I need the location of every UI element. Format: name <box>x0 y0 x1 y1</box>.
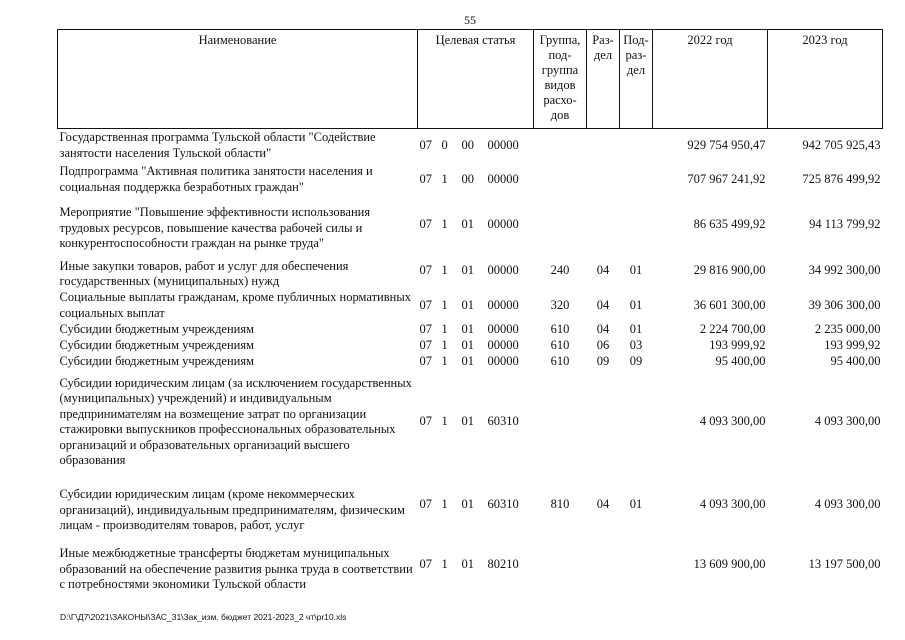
row-expense-group: 240 <box>550 263 570 278</box>
row-name: Субсидии бюджетным учреждениям <box>59 321 255 336</box>
row-target-code <box>418 322 534 338</box>
header-target-article: Целевая статья <box>418 30 534 129</box>
target-code-part: 07 <box>419 138 432 152</box>
target-code-part: 01 <box>461 337 474 352</box>
target-code-part: 00 <box>461 138 474 152</box>
row-section <box>587 163 620 197</box>
row-target-code <box>418 290 534 322</box>
target-code-part: 00000 <box>487 353 519 368</box>
row-amount-2023: 4 093 300,00 <box>814 414 881 429</box>
row-subsection: 01 <box>629 263 643 278</box>
row-expense-group: 610 <box>550 353 570 368</box>
table-row <box>58 475 883 535</box>
target-code-part: 07 <box>419 263 432 278</box>
table-row <box>58 129 883 163</box>
row-target-code <box>418 354 534 370</box>
target-code-part: 07 <box>419 337 432 352</box>
row-name: Иные закупки товаров, работ и услуг для обеспечения государственных (муниципальных) нужд <box>59 258 349 288</box>
row-amount-2022: 29 816 900,00 <box>693 263 766 278</box>
row-expense-group: 610 <box>550 321 570 336</box>
row-amount-2022: 95 400,00 <box>715 353 766 368</box>
header-year-2022: 2022 год <box>653 30 768 129</box>
row-name: Субсидии юридическим лицам (за исключением государственных (муниципальных) учреждений) и индивидуальным предпринимателям на возмещение затрат по организации стажировки выпускников профессиональных образовательных организаций и образовательных организаций высшего образования <box>59 375 412 467</box>
target-code-part: 1 <box>441 263 448 278</box>
row-amount-2023: 725 876 499,92 <box>802 171 881 186</box>
target-code-part: 00000 <box>487 138 519 152</box>
row-target-code <box>418 370 534 475</box>
target-code-part: 07 <box>419 171 432 186</box>
table-row <box>58 253 883 290</box>
table-row <box>58 535 883 595</box>
row-amount-2022: 929 754 950,47 <box>687 138 766 152</box>
row-section: 06 <box>596 337 610 352</box>
table-row <box>58 197 883 253</box>
target-code-part: 01 <box>461 216 474 231</box>
row-amount-2022: 86 635 499,92 <box>693 216 766 231</box>
row-subsection: 01 <box>629 297 643 312</box>
target-code-part: 01 <box>461 263 474 278</box>
header-year-2023: 2023 год <box>768 30 883 129</box>
row-section: 04 <box>596 263 610 278</box>
row-amount-2022: 707 967 241,92 <box>687 171 766 186</box>
target-code-part: 01 <box>461 556 474 571</box>
row-section: 04 <box>596 297 610 312</box>
table-row <box>58 354 883 370</box>
row-amount-2023: 13 197 500,00 <box>808 556 881 571</box>
target-code-part: 60310 <box>487 414 519 429</box>
target-code-part: 1 <box>441 556 448 571</box>
row-amount-2023: 34 992 300,00 <box>808 263 881 278</box>
row-expense-group <box>534 370 587 475</box>
row-section: 09 <box>596 353 610 368</box>
table-header-row <box>58 30 883 129</box>
target-code-part: 07 <box>419 297 432 312</box>
target-code-part: 60310 <box>487 496 519 511</box>
row-name: Государственная программа Тульской области "Содействие занятости населения Тульской области" <box>59 130 376 160</box>
target-code-part: 01 <box>461 496 474 511</box>
target-code-part: 07 <box>419 496 432 511</box>
target-code-part: 07 <box>419 321 432 336</box>
row-amount-2022: 13 609 900,00 <box>693 556 766 571</box>
target-code-part: 00000 <box>487 337 519 352</box>
row-expense-group <box>534 197 587 253</box>
row-expense-group <box>534 535 587 595</box>
row-name: Субсидии юридическим лицам (кроме некоммерческих организаций), индивидуальным предпринимателям, физическим лицам - производителям товаров, работ, услуг <box>59 487 405 533</box>
target-code-part: 1 <box>441 337 448 352</box>
row-amount-2023: 942 705 925,43 <box>802 138 881 152</box>
row-amount-2022: 4 093 300,00 <box>699 496 766 511</box>
row-name: Мероприятие "Повышение эффективности использования трудовых ресурсов, повышение качества рабочей силы и конкурентоспособности граждан на рынке труда" <box>59 205 371 251</box>
header-section: Раз-дел <box>587 30 620 129</box>
target-code-part: 00000 <box>487 321 519 336</box>
target-code-part: 01 <box>461 321 474 336</box>
target-code-part: 1 <box>441 171 448 186</box>
table-row <box>58 290 883 322</box>
row-subsection <box>620 129 653 163</box>
row-amount-2023: 95 400,00 <box>830 353 881 368</box>
row-amount-2023: 193 999,92 <box>824 337 881 352</box>
row-section: 04 <box>596 321 610 336</box>
row-subsection: 03 <box>629 337 643 352</box>
row-target-code <box>418 475 534 535</box>
row-expense-group: 810 <box>550 496 570 511</box>
target-code-part: 1 <box>441 353 448 368</box>
target-code-part: 00000 <box>487 263 519 278</box>
row-expense-group: 610 <box>550 337 570 352</box>
target-code-part: 0 <box>441 138 448 152</box>
row-amount-2023: 39 306 300,00 <box>808 297 881 312</box>
target-code-part: 00000 <box>487 171 519 186</box>
row-target-code <box>418 197 534 253</box>
target-code-part: 01 <box>461 353 474 368</box>
row-name: Подпрограмма "Активная политика занятости населения и социальная поддержка безработных граждан" <box>59 164 373 194</box>
row-name: Субсидии бюджетным учреждениям <box>59 353 255 368</box>
header-name: Наименование <box>58 30 418 129</box>
target-code-part: 07 <box>419 216 432 231</box>
row-amount-2022: 2 224 700,00 <box>699 321 766 336</box>
row-amount-2023: 4 093 300,00 <box>814 496 881 511</box>
target-code-part: 80210 <box>487 556 519 571</box>
table-row <box>58 163 883 197</box>
table-row <box>58 370 883 475</box>
row-target-code <box>418 535 534 595</box>
header-subsection: Под-раз-дел <box>620 30 653 129</box>
row-subsection <box>620 197 653 253</box>
row-amount-2022: 4 093 300,00 <box>699 414 766 429</box>
target-code-part: 07 <box>419 556 432 571</box>
target-code-part: 00000 <box>487 216 519 231</box>
row-subsection <box>620 535 653 595</box>
table-row <box>58 338 883 354</box>
target-code-part: 1 <box>441 297 448 312</box>
row-section <box>587 197 620 253</box>
row-subsection: 01 <box>629 321 643 336</box>
row-amount-2023: 2 235 000,00 <box>814 321 881 336</box>
target-code-part: 07 <box>419 414 432 429</box>
row-subsection: 09 <box>629 353 643 368</box>
target-code-part: 1 <box>441 496 448 511</box>
target-code-part: 00000 <box>487 297 519 312</box>
row-subsection <box>620 370 653 475</box>
row-amount-2023: 94 113 799,92 <box>809 216 881 231</box>
row-amount-2022: 193 999,92 <box>709 337 766 352</box>
table-row <box>58 322 883 338</box>
row-expense-group <box>534 129 587 163</box>
target-code-part: 01 <box>461 297 474 312</box>
target-code-part: 01 <box>461 414 474 429</box>
target-code-part: 00 <box>461 171 474 186</box>
row-section <box>587 129 620 163</box>
row-expense-group <box>534 163 587 197</box>
target-code-part: 1 <box>441 321 448 336</box>
row-amount-2022: 36 601 300,00 <box>693 297 766 312</box>
page-number: 55 <box>464 13 476 27</box>
target-code-part: 07 <box>419 353 432 368</box>
budget-table <box>57 29 883 595</box>
row-section <box>587 535 620 595</box>
row-name: Иные межбюджетные трансферты бюджетам муниципальных образований на обеспечение развития рынка труда в соответствии с потребностями экономики Тульской области <box>59 546 413 592</box>
target-code-part: 1 <box>441 216 448 231</box>
row-target-code <box>418 253 534 290</box>
header-expense-group: Группа, под-группа видов расхо-дов <box>534 30 587 129</box>
row-target-code <box>418 163 534 197</box>
target-code-part: 1 <box>441 414 448 429</box>
row-target-code <box>418 338 534 354</box>
row-target-code <box>418 129 534 163</box>
file-path-footer: D:\Г\Д7\2021\ЗАКОНЫ\ЗАС_31\Зак_изм. бюджет 2021-2023_2 чт\pr10.xls <box>60 612 347 622</box>
row-name: Социальные выплаты гражданам, кроме публичных нормативных социальных выплат <box>59 290 411 320</box>
row-expense-group: 320 <box>550 297 570 312</box>
row-subsection: 01 <box>629 496 643 511</box>
row-section <box>587 370 620 475</box>
row-name: Субсидии бюджетным учреждениям <box>59 337 255 352</box>
row-subsection <box>620 163 653 197</box>
row-section: 04 <box>596 496 610 511</box>
